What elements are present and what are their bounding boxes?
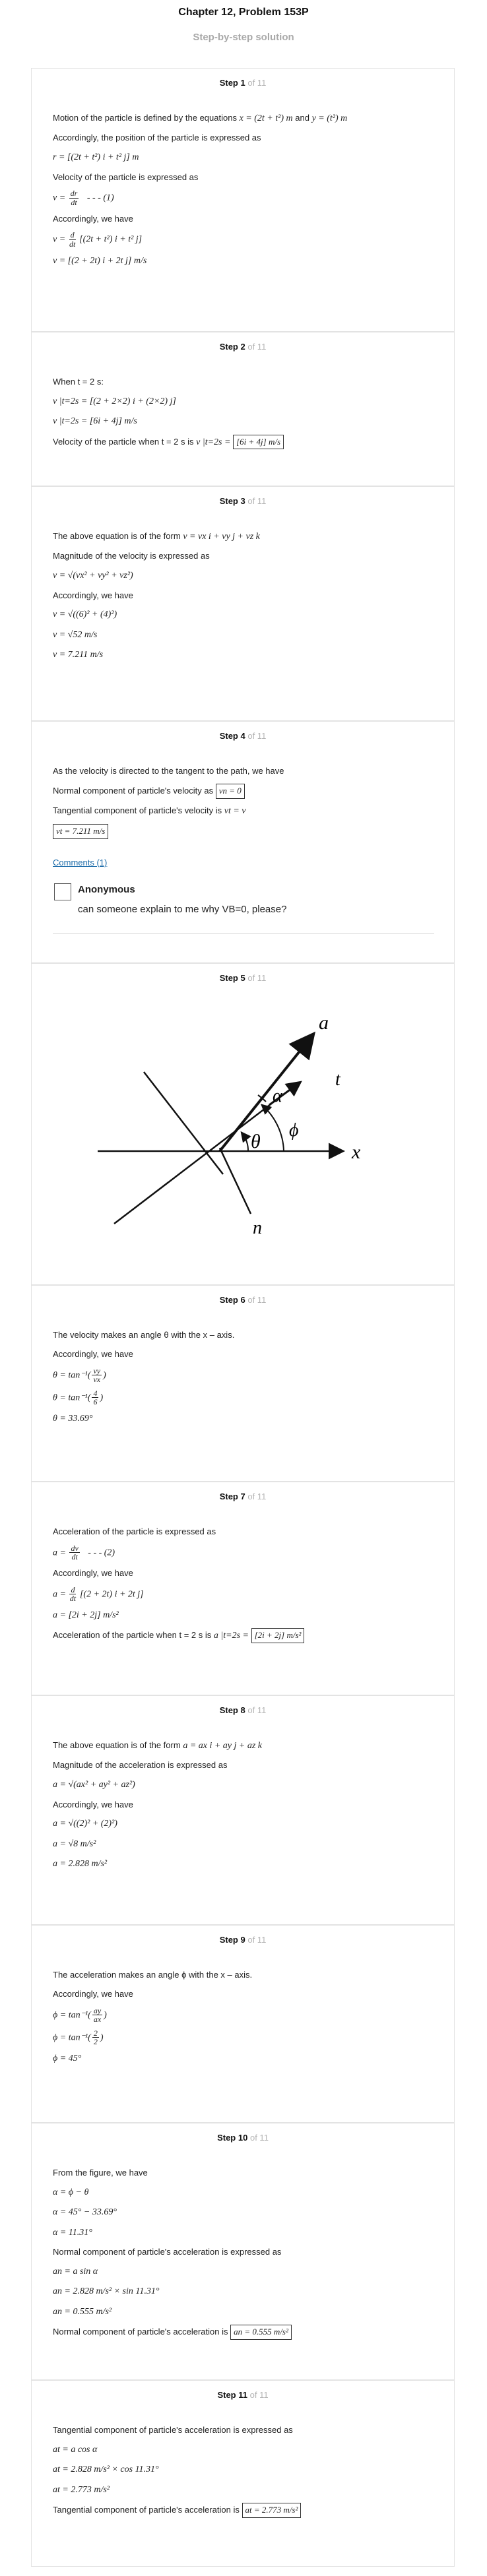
tangential-velocity-box: vt = 7.211 m/s <box>53 824 108 839</box>
step-1-label: Step 1 of 11 <box>219 78 267 88</box>
equation-velocity-at-2s-sub: v |t=2s = [(2 + 2×2) i + (2×2) j] <box>53 396 176 406</box>
equation-velocity-at-2s: v |t=2s = [6i + 4j] m/s <box>53 416 137 427</box>
equation-alpha-value: α = 11.31° <box>53 2227 92 2238</box>
equation-velocity-magnitude-root: v = √52 m/s <box>53 629 98 640</box>
equation-velocity-def: v = $\frac{dr}{dt}$ - - - (1) <box>53 189 114 207</box>
step-10-label: Step 10 of 11 <box>217 2133 269 2143</box>
equation-an-def: an = a sin α <box>53 2266 98 2277</box>
page-title: Chapter 12, Problem 153P <box>178 7 309 18</box>
tangential-accel-box: at = 2.773 m/s² <box>242 2503 302 2518</box>
page-header <box>0 0 487 43</box>
step-4-label: Step 4 of 11 <box>219 731 267 741</box>
step-3-text-1: The above equation is of the form <box>53 531 181 541</box>
phi-arc <box>263 1106 284 1151</box>
step-11-card <box>31 2380 455 2567</box>
step-8-label: Step 8 of 11 <box>219 1705 267 1715</box>
step-4-tangential-line: Tangential component of particle's velocity is vt = v <box>53 805 246 816</box>
label-theta: θ <box>251 1131 261 1152</box>
equation-theta-sub: θ = tan⁻¹( $\frac{4}{6}$ ) <box>53 1388 104 1407</box>
step-7-text-2: Accordingly, we have <box>53 1567 133 1578</box>
comment-text: can someone explain to me why VB=0, please? <box>78 903 287 915</box>
equation-at-def: at = a cos α <box>53 2444 98 2455</box>
equation-an-sub: an = 2.828 m/s² × sin 11.31° <box>53 2286 160 2297</box>
equation-y: y = (t²) m <box>311 113 348 123</box>
equation-accel-derivative: a = $\frac{d}{dt}$ [(2 + 2t) i + 2t j] <box>53 1585 144 1604</box>
comments-link[interactable]: Comments (1) <box>53 857 108 867</box>
equation-accel-magnitude-def: a = √(ax² + ay² + az²) <box>53 1780 135 1790</box>
equation-accel-magnitude-root: a = √8 m/s² <box>53 1838 96 1849</box>
equation-velocity-result: v = [(2 + 2t) i + 2t j] m/s <box>53 255 147 266</box>
step-1-text-1: Motion of the particle is defined by the equations <box>53 113 237 123</box>
page-subtitle: Step-by-step solution <box>193 32 294 43</box>
step-11-label: Step 11 of 11 <box>217 2390 269 2400</box>
step-5-label: Step 5 of 11 <box>219 973 267 983</box>
step-3-text-2: Magnitude of the velocity is expressed as <box>53 551 210 561</box>
line-1 <box>144 1072 223 1174</box>
step-4-normal-line: Normal component of particle's velocity as vn = 0 <box>53 784 434 799</box>
equation-an-value: an = 0.555 m/s² <box>53 2306 112 2317</box>
step-2-result-line: Velocity of the particle when t = 2 s is v |t=2s = [6i + 4j] m/s <box>53 435 434 450</box>
equation-at-sub: at = 2.828 m/s² × cos 11.31° <box>53 2465 159 2475</box>
equation-accel-def: a = $\frac{dv}{dt}$ - - - (2) <box>53 1543 115 1562</box>
step-3-label: Step 3 of 11 <box>219 496 267 506</box>
step-7-result-line: Acceleration of the particle when t = 2 s is a |t=2s = [2i + 2j] m/s² <box>53 1628 434 1643</box>
equation-at-value: at = 2.773 m/s² <box>53 2484 110 2495</box>
step-1-text-2: Accordingly, the position of the particle is expressed as <box>53 133 261 143</box>
step-1-text-4: Accordingly, we have <box>53 213 133 224</box>
tangent-line <box>114 1085 296 1224</box>
step-7-label: Step 7 of 11 <box>219 1492 267 1501</box>
equation-phi-value: ϕ = 45° <box>53 2053 82 2063</box>
step-4-card <box>31 721 455 963</box>
step-3-card <box>31 486 455 721</box>
equation-accel-result: a = [2i + 2j] m/s² <box>53 1610 119 1620</box>
equation-accel-magnitude-value: a = 2.828 m/s² <box>53 1859 108 1869</box>
normal-accel-box: an = 0.555 m/s² <box>230 2325 292 2340</box>
equation-phi-sub: ϕ = tan⁻¹( $\frac{2}{2}$ ) <box>53 2028 104 2047</box>
step-9-text-1: The acceleration makes an angle ϕ with the x – axis. <box>53 1970 253 1980</box>
equation-theta-def: θ = tan⁻¹( $\frac{vy}{vx}$ ) <box>53 1366 106 1385</box>
comment-author: Anonymous <box>78 883 135 895</box>
comment-item <box>53 882 434 918</box>
step-2-text-1: When t = 2 s: <box>53 377 104 387</box>
step-6-text-2: Accordingly, we have <box>53 1348 133 1359</box>
step-2-card <box>31 332 455 486</box>
comment-divider <box>53 933 434 934</box>
step-9-label: Step 9 of 11 <box>219 1935 267 1945</box>
equation-velocity-form: v = vx i + vy j + vz k <box>183 532 260 542</box>
equation-alpha-def: α = ϕ − θ <box>53 2187 89 2197</box>
equation-accel-form: a = ax i + ay j + az k <box>183 1741 263 1751</box>
step-1-card <box>31 68 455 332</box>
label-alpha: α <box>273 1086 282 1106</box>
step-10-text-2: Normal component of particle's acceleration is expressed as <box>53 2246 282 2257</box>
step-8-card <box>31 1695 455 1925</box>
step-7-card <box>31 1482 455 1695</box>
step-8-text-1: The above equation is of the form <box>53 1740 181 1750</box>
step-4-text-1: As the velocity is directed to the tangent to the path, we have <box>53 766 284 776</box>
equation-x: x = (2t + t²) m <box>239 113 293 123</box>
equation-theta-value: θ = 33.69° <box>53 1413 93 1424</box>
step-8-text-3: Accordingly, we have <box>53 1799 133 1809</box>
label-phi: ϕ <box>289 1120 299 1141</box>
motion-diagram <box>71 996 414 1273</box>
equation-velocity-magnitude-value: v = 7.211 m/s <box>53 650 104 660</box>
step-9-card <box>31 1925 455 2123</box>
step-10-card <box>31 2123 455 2380</box>
normal-velocity-box: vn = 0 <box>216 784 245 799</box>
equation-velocity-magnitude-def: v = √(vx² + vy² + vz²) <box>53 571 133 581</box>
equation-phi-def: ϕ = tan⁻¹( $\frac{ay}{ax}$ ) <box>53 2005 107 2025</box>
label-a: a <box>319 1012 329 1034</box>
equation-position: r = [(2t + t²) i + t² j] m <box>53 152 139 163</box>
step-10-result-line: Normal component of particle's acceleration is an = 0.555 m/s² <box>53 2325 434 2340</box>
normal-line <box>220 1148 251 1214</box>
step-6-text-1: The velocity makes an angle θ with the x – axis. <box>53 1330 235 1340</box>
comment-avatar <box>54 883 71 900</box>
equation-alpha-sub: α = 45° − 33.69° <box>53 2207 117 2218</box>
accel-answer-box: [2i + 2j] m/s² <box>251 1628 305 1643</box>
equation-velocity-derivative: v = $\frac{d}{dt}$ [(2t + t²) i + t² j] <box>53 230 143 249</box>
step-6-label: Step 6 of 11 <box>219 1295 267 1305</box>
step-7-text-1: Acceleration of the particle is expressed as <box>53 1526 216 1536</box>
step-2-label: Step 2 of 11 <box>219 342 267 352</box>
equation-velocity-magnitude-sub: v = √((6)² + (4)²) <box>53 610 117 620</box>
step-6-card <box>31 1285 455 1482</box>
label-x: x <box>352 1141 361 1163</box>
step-11-text-1: Tangential component of particle's acceleration is expressed as <box>53 2425 293 2435</box>
step-5-card <box>31 963 455 1285</box>
step-1-text-3: Velocity of the particle is expressed as <box>53 172 199 182</box>
equation-accel-magnitude-sub: a = √((2)² + (2)²) <box>53 1819 117 1829</box>
step-11-result-line: Tangential component of particle's acceleration is at = 2.773 m/s² <box>53 2503 434 2518</box>
label-n: n <box>253 1218 262 1238</box>
step-3-text-3: Accordingly, we have <box>53 590 133 600</box>
label-t: t <box>335 1069 341 1090</box>
velocity-answer-box: [6i + 4j] m/s <box>233 435 284 450</box>
step-9-text-2: Accordingly, we have <box>53 1988 133 1999</box>
step-10-text-1: From the figure, we have <box>53 2168 148 2178</box>
step-8-text-2: Magnitude of the acceleration is expressed as <box>53 1760 228 1771</box>
theta-arc <box>242 1133 248 1151</box>
step-1-and: and <box>295 113 309 123</box>
